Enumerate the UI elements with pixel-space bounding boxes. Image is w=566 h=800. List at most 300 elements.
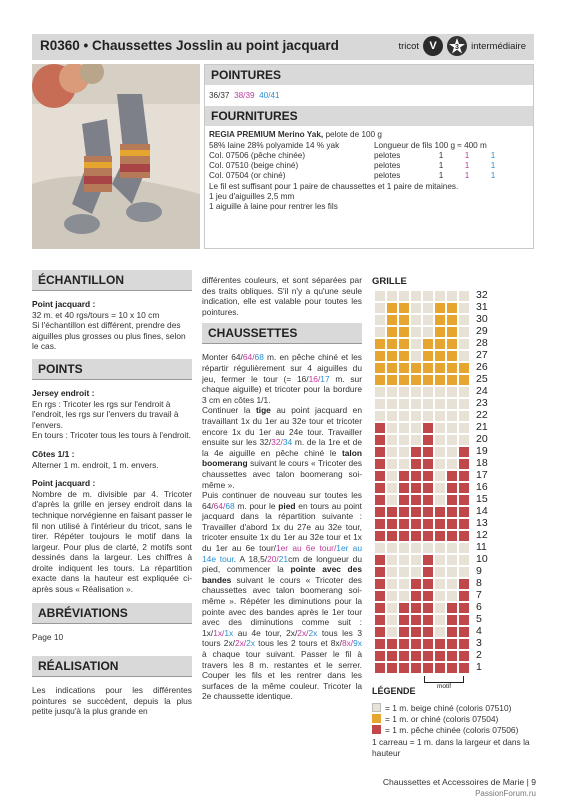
grid-cell bbox=[434, 518, 446, 530]
grid-cell bbox=[398, 326, 410, 338]
grid-cell bbox=[446, 434, 458, 446]
fournitures-heading: FOURNITURES bbox=[205, 106, 533, 126]
row-number: 22 bbox=[476, 409, 488, 421]
grid-cell bbox=[458, 626, 470, 638]
grid-cell bbox=[446, 410, 458, 422]
row-number: 5 bbox=[476, 613, 482, 625]
color-row: Col. 07504 (or chiné) pelotes 1 1 1 bbox=[209, 171, 496, 181]
grid-cell bbox=[374, 302, 386, 314]
grid-cell bbox=[458, 494, 470, 506]
row-number: 26 bbox=[476, 361, 488, 373]
grid-cell bbox=[410, 566, 422, 578]
grid-cell bbox=[458, 638, 470, 650]
grid-cell bbox=[410, 338, 422, 350]
grid-cell bbox=[410, 290, 422, 302]
grid-cell bbox=[446, 350, 458, 362]
grid-cell bbox=[446, 458, 458, 470]
grid-cell bbox=[410, 398, 422, 410]
row-number: 10 bbox=[476, 553, 488, 565]
grid-cell bbox=[446, 566, 458, 578]
row-number: 20 bbox=[476, 433, 488, 445]
grid-cell bbox=[374, 626, 386, 638]
grid-cell bbox=[458, 374, 470, 386]
title-bar bbox=[32, 34, 534, 60]
grid-cell bbox=[410, 638, 422, 650]
grid-cell bbox=[410, 614, 422, 626]
legend-item: = 1 m. beige chiné (coloris 07510) bbox=[372, 702, 547, 713]
grid-cell bbox=[446, 470, 458, 482]
grid-cell bbox=[434, 554, 446, 566]
grid-cell bbox=[374, 458, 386, 470]
grid-cell bbox=[374, 614, 386, 626]
grid-cell bbox=[446, 338, 458, 350]
grid-cell bbox=[410, 350, 422, 362]
size-3: 40/41 bbox=[259, 91, 280, 100]
grid-cell bbox=[386, 290, 398, 302]
beige-swatch bbox=[372, 703, 381, 712]
level-number: 3 bbox=[455, 44, 460, 51]
yarn-name: REGIA PREMIUM Merino Yak, bbox=[209, 130, 324, 140]
grid-cell bbox=[446, 482, 458, 494]
grid-cell bbox=[434, 314, 446, 326]
grid-cell bbox=[458, 302, 470, 314]
grid-cell bbox=[410, 578, 422, 590]
grid-cell bbox=[422, 410, 434, 422]
grid-cell bbox=[434, 566, 446, 578]
grid-cell bbox=[434, 434, 446, 446]
supplies-box bbox=[204, 64, 534, 249]
color-row: Col. 07506 (pêche chinée) pelotes 1 1 1 bbox=[209, 150, 496, 160]
grid-cell bbox=[458, 326, 470, 338]
grid-cell bbox=[410, 542, 422, 554]
grid-cell bbox=[434, 650, 446, 662]
grid-cell bbox=[434, 626, 446, 638]
grid-cell bbox=[374, 326, 386, 338]
row-number: 25 bbox=[476, 373, 488, 385]
grid-cell bbox=[446, 422, 458, 434]
grid-cell bbox=[410, 422, 422, 434]
grid-cell bbox=[374, 410, 386, 422]
grid-cell bbox=[446, 302, 458, 314]
grid-cell bbox=[458, 422, 470, 434]
grid-cell bbox=[446, 530, 458, 542]
grille-heading: GRILLE bbox=[372, 276, 407, 287]
grid-cell bbox=[410, 530, 422, 542]
note-1: Le fil est suffisant pour 1 paire de chaussettes et 1 paire de mitaines. bbox=[209, 181, 459, 191]
grid-cell bbox=[386, 662, 398, 674]
grid-cell bbox=[374, 530, 386, 542]
yarn-length: Longueur de fils 100 g ≈ 400 m bbox=[374, 140, 487, 150]
grid-cell bbox=[398, 506, 410, 518]
grid-cell bbox=[434, 398, 446, 410]
level-star-icon bbox=[447, 36, 467, 56]
grid-cell bbox=[446, 362, 458, 374]
grid-cell bbox=[398, 662, 410, 674]
middle-column bbox=[202, 275, 362, 702]
grid-cell bbox=[386, 386, 398, 398]
grid-cell bbox=[446, 374, 458, 386]
grid-cell bbox=[422, 542, 434, 554]
grid-cell bbox=[434, 638, 446, 650]
row-number: 9 bbox=[476, 565, 482, 577]
grid-cell bbox=[422, 290, 434, 302]
realisation-heading: RÉALISATION bbox=[32, 656, 192, 677]
grid-cell bbox=[374, 554, 386, 566]
grid-cell bbox=[398, 494, 410, 506]
grid-cell bbox=[398, 650, 410, 662]
grid-cell bbox=[458, 350, 470, 362]
pointures-heading: POINTURES bbox=[205, 65, 533, 85]
grid-cell bbox=[434, 410, 446, 422]
grid-cell bbox=[398, 542, 410, 554]
grid-cell bbox=[374, 386, 386, 398]
grid-cell bbox=[386, 410, 398, 422]
sizes-line bbox=[205, 85, 533, 106]
grid-cell bbox=[446, 494, 458, 506]
echantillon-label: Point jacquard : bbox=[32, 299, 96, 309]
grid-cell bbox=[386, 314, 398, 326]
grid-cell bbox=[458, 590, 470, 602]
grid-cell bbox=[398, 422, 410, 434]
grid-cell bbox=[374, 650, 386, 662]
grid-cell bbox=[446, 602, 458, 614]
instructions-p3: Puis continuer de nouveau sur toutes les 64/64/68 m. pour le pied en tours au point jacquard dans la répartition suivante : Travailler d'abord 1x du 27e au 32e tour, tricoter ensuite 1x du 1er au 32e tour et 1x du 1er au 6e tour/1er au 6e tour/1er au 14e tour. A 18,5/20/21cm de longueur du pied, commencer la pointe avec des bandes suivant le cours « Tricoter des chaussettes avec talon boomerang soi-même ». Répéter les diminutions pour la pointe avec des bandes après le 1er tour avec des diminutions comme suit : 1x/1x/1x au 4e tour, 2x/2x/2x tous les 3 tours 2x/2x/2x tous les 2 tours et 8x/8x/9x à chaque tour suivant. Passer le fil à travers les 8 m. restantes et le serrer. Couper les fils et les rentrer dans les surfaces de la même couleur. Tricoter la 2e chaussette identique. bbox=[202, 490, 363, 702]
grid-cell bbox=[434, 482, 446, 494]
grid-cell bbox=[458, 314, 470, 326]
jacquard-grid bbox=[374, 290, 470, 674]
grid-cell bbox=[458, 506, 470, 518]
grid-cell bbox=[374, 422, 386, 434]
grid-cell bbox=[434, 590, 446, 602]
grid-cell bbox=[398, 530, 410, 542]
row-number: 31 bbox=[476, 301, 488, 313]
grid-cell bbox=[386, 530, 398, 542]
grid-cell bbox=[434, 422, 446, 434]
grid-cell bbox=[374, 362, 386, 374]
grid-cell bbox=[410, 506, 422, 518]
peach-swatch bbox=[372, 725, 381, 734]
row-number: 7 bbox=[476, 589, 482, 601]
grid-cell bbox=[434, 302, 446, 314]
grid-cell bbox=[386, 458, 398, 470]
grid-cell bbox=[446, 554, 458, 566]
grid-cell bbox=[458, 338, 470, 350]
grid-cell bbox=[410, 386, 422, 398]
grid-cell bbox=[422, 650, 434, 662]
intro-text: différentes couleurs, et sont séparées par des traits obliques. S'il n'y a qu'une seule indication, elle est valable pour toutes les pointures. bbox=[202, 275, 362, 317]
grid-cell bbox=[386, 578, 398, 590]
grid-cell bbox=[446, 314, 458, 326]
grid-cell bbox=[410, 326, 422, 338]
grid-cell bbox=[458, 470, 470, 482]
motif-label: motif bbox=[437, 683, 452, 690]
grid-cell bbox=[374, 398, 386, 410]
grid-cell bbox=[434, 446, 446, 458]
row-number: 14 bbox=[476, 505, 488, 517]
motif-bracket bbox=[424, 676, 464, 683]
grid-cell bbox=[386, 302, 398, 314]
row-number: 17 bbox=[476, 469, 488, 481]
grid-cell bbox=[398, 374, 410, 386]
grid-cell bbox=[398, 410, 410, 422]
grid-cell bbox=[458, 446, 470, 458]
row-number: 23 bbox=[476, 397, 488, 409]
grid-cell bbox=[398, 614, 410, 626]
grid-cell bbox=[434, 494, 446, 506]
grid-cell bbox=[458, 434, 470, 446]
grid-cell bbox=[410, 362, 422, 374]
grid-cell bbox=[374, 314, 386, 326]
grid-cell bbox=[434, 374, 446, 386]
echantillon-body: Point jacquard : 32 m. et 40 rgs/tours = 10 x 10 cm Si l'échantillon est différent, prendre des aiguilles plus grosses ou plus fines, selon le cas. bbox=[32, 299, 186, 352]
grid-cell bbox=[446, 590, 458, 602]
grid-cell bbox=[410, 446, 422, 458]
grid-cell bbox=[398, 554, 410, 566]
row-number: 29 bbox=[476, 325, 488, 337]
grid-cell bbox=[386, 398, 398, 410]
realisation-text: Les indications pour les différentes pointures se succèdent, depuis la plus petite jusqu'à la plus grande en bbox=[32, 685, 192, 717]
grid-cell bbox=[386, 434, 398, 446]
grid-cell bbox=[386, 494, 398, 506]
grid-cell bbox=[398, 590, 410, 602]
grid-cell bbox=[410, 434, 422, 446]
grid-cell bbox=[410, 554, 422, 566]
size-1: 36/37 bbox=[209, 91, 230, 100]
legend bbox=[372, 702, 547, 758]
grid-cell bbox=[410, 302, 422, 314]
row-number: 8 bbox=[476, 577, 482, 589]
grid-cell bbox=[422, 386, 434, 398]
grid-cell bbox=[398, 386, 410, 398]
row-number: 32 bbox=[476, 289, 488, 301]
grid-cell bbox=[458, 602, 470, 614]
grid-cell bbox=[422, 590, 434, 602]
grid-cell bbox=[446, 650, 458, 662]
grid-cell bbox=[434, 614, 446, 626]
row-number: 11 bbox=[476, 541, 487, 553]
grid-cell bbox=[446, 506, 458, 518]
grid-cell bbox=[410, 314, 422, 326]
grid-cell bbox=[434, 362, 446, 374]
grid-cell bbox=[434, 662, 446, 674]
grid-cell bbox=[422, 662, 434, 674]
level-info bbox=[398, 36, 526, 56]
grid-cell bbox=[374, 494, 386, 506]
grid-cell bbox=[374, 290, 386, 302]
grid-cell bbox=[374, 542, 386, 554]
grid-cell bbox=[434, 530, 446, 542]
grid-cell bbox=[446, 446, 458, 458]
grid-cell bbox=[458, 290, 470, 302]
grid-cell bbox=[434, 458, 446, 470]
grid-cell bbox=[386, 470, 398, 482]
legend-item: = 1 m. or chiné (coloris 07504) bbox=[372, 713, 547, 724]
grid-cell bbox=[434, 350, 446, 362]
grid-cell bbox=[458, 398, 470, 410]
grid-cell bbox=[410, 482, 422, 494]
grid-cell bbox=[434, 602, 446, 614]
grid-cell bbox=[446, 386, 458, 398]
grid-cell bbox=[374, 566, 386, 578]
grid-cell bbox=[374, 590, 386, 602]
grid-cell bbox=[410, 650, 422, 662]
grid-cell bbox=[422, 506, 434, 518]
grid-cell bbox=[410, 590, 422, 602]
grid-cell bbox=[422, 566, 434, 578]
grid-cell bbox=[398, 482, 410, 494]
row-number: 21 bbox=[476, 421, 488, 433]
grid-cell bbox=[446, 518, 458, 530]
grid-cell bbox=[446, 662, 458, 674]
grid-cell bbox=[374, 638, 386, 650]
grid-cell bbox=[386, 326, 398, 338]
grid-cell bbox=[422, 362, 434, 374]
row-number: 27 bbox=[476, 349, 488, 361]
grid-cell bbox=[422, 626, 434, 638]
grid-cell bbox=[446, 542, 458, 554]
grid-cell bbox=[422, 374, 434, 386]
grid-cell bbox=[422, 314, 434, 326]
grid-cell bbox=[422, 398, 434, 410]
grid-cell bbox=[398, 302, 410, 314]
row-number: 15 bbox=[476, 493, 488, 505]
row-number: 2 bbox=[476, 649, 482, 661]
points-heading: POINTS bbox=[32, 359, 192, 380]
grid-cell bbox=[410, 494, 422, 506]
grid-cell bbox=[446, 326, 458, 338]
left-column bbox=[32, 270, 192, 717]
grid-cell bbox=[374, 446, 386, 458]
grid-cell bbox=[458, 614, 470, 626]
grid-cell bbox=[458, 410, 470, 422]
grid-cell bbox=[386, 554, 398, 566]
grid-cell bbox=[386, 518, 398, 530]
grid-cell bbox=[434, 470, 446, 482]
grid-cell bbox=[386, 482, 398, 494]
grid-cell bbox=[422, 326, 434, 338]
grid-cell bbox=[386, 350, 398, 362]
grid-cell bbox=[386, 338, 398, 350]
grid-cell bbox=[398, 458, 410, 470]
grid-cell bbox=[422, 470, 434, 482]
gold-swatch bbox=[372, 714, 381, 723]
grid-cell bbox=[398, 602, 410, 614]
grid-cell bbox=[422, 554, 434, 566]
grid-cell bbox=[434, 326, 446, 338]
row-number: 24 bbox=[476, 385, 488, 397]
grid-cell bbox=[398, 518, 410, 530]
grid-cell bbox=[374, 338, 386, 350]
row-number: 19 bbox=[476, 445, 488, 457]
grid-cell bbox=[386, 422, 398, 434]
grid-cell bbox=[386, 614, 398, 626]
grid-cell bbox=[386, 374, 398, 386]
grid-cell bbox=[398, 446, 410, 458]
grid-cell bbox=[422, 518, 434, 530]
grid-cell bbox=[458, 578, 470, 590]
grid-cell bbox=[398, 338, 410, 350]
grid-cell bbox=[422, 530, 434, 542]
grid-cell bbox=[422, 578, 434, 590]
grid-cell bbox=[458, 530, 470, 542]
grid-cell bbox=[434, 338, 446, 350]
grid-cell bbox=[458, 554, 470, 566]
grid-cell bbox=[434, 542, 446, 554]
grid-cell bbox=[398, 398, 410, 410]
grid-cell bbox=[398, 470, 410, 482]
technique-label: tricot bbox=[398, 40, 420, 52]
grid-cell bbox=[374, 374, 386, 386]
row-number: 12 bbox=[476, 529, 488, 541]
grid-cell bbox=[386, 602, 398, 614]
grid-cell bbox=[410, 662, 422, 674]
grid-cell bbox=[386, 506, 398, 518]
yarn-weight: pelote de 100 g bbox=[323, 130, 382, 140]
grid-cell bbox=[446, 614, 458, 626]
grid-cell bbox=[386, 590, 398, 602]
grid-cell bbox=[386, 446, 398, 458]
grid-cell bbox=[386, 638, 398, 650]
grid-cell bbox=[398, 566, 410, 578]
grid-cell bbox=[374, 470, 386, 482]
grid-cell bbox=[458, 386, 470, 398]
grid-cell bbox=[386, 542, 398, 554]
grid-cell bbox=[410, 602, 422, 614]
grid-cell bbox=[386, 566, 398, 578]
grid-cell bbox=[434, 290, 446, 302]
grid-cell bbox=[422, 614, 434, 626]
grid-cell bbox=[422, 494, 434, 506]
row-number: 13 bbox=[476, 517, 488, 529]
grid-cell bbox=[410, 518, 422, 530]
grid-cell bbox=[422, 338, 434, 350]
row-number: 4 bbox=[476, 625, 482, 637]
grid-cell bbox=[374, 578, 386, 590]
grid-cell bbox=[374, 518, 386, 530]
grid-cell bbox=[398, 362, 410, 374]
grid-cell bbox=[422, 482, 434, 494]
grid-cell bbox=[398, 626, 410, 638]
grid-cell bbox=[398, 290, 410, 302]
grid-cell bbox=[446, 398, 458, 410]
grid-cell bbox=[410, 410, 422, 422]
grid-cell bbox=[386, 650, 398, 662]
row-number: 28 bbox=[476, 337, 488, 349]
grid-cell bbox=[374, 506, 386, 518]
grid-cell bbox=[422, 434, 434, 446]
grid-cell bbox=[410, 374, 422, 386]
watermark: PassionForum.ru bbox=[475, 789, 536, 798]
instructions-p2: Continuer la tige au point jacquard en travaillant 1x du 1er au 32e tour et tricoter encore 1x du 1er au 24e tour. Travailler ensuite sur les 32/32/34 m. de la 1re et de la 4e aiguille en pêche chiné le talon boomerang suivant le cours « Tricoter des chaussettes avec talon boomerang soi-même ». bbox=[202, 405, 362, 490]
grid-cell bbox=[398, 434, 410, 446]
grid-cell bbox=[422, 422, 434, 434]
grid-cell bbox=[410, 458, 422, 470]
grid-cell bbox=[422, 350, 434, 362]
grid-cell bbox=[386, 362, 398, 374]
grid-cell bbox=[422, 602, 434, 614]
grid-cell bbox=[446, 290, 458, 302]
grid-cell bbox=[422, 458, 434, 470]
grid-cell bbox=[398, 314, 410, 326]
grid-cell bbox=[374, 350, 386, 362]
legend-note: 1 carreau = 1 m. dans la largeur et dans la hauteur bbox=[372, 737, 530, 758]
grid-cell bbox=[458, 458, 470, 470]
grid-cell bbox=[458, 482, 470, 494]
grid-cell bbox=[398, 578, 410, 590]
grid-cell bbox=[422, 302, 434, 314]
echantillon-heading: ÉCHANTILLON bbox=[32, 270, 192, 291]
grid-cell bbox=[458, 650, 470, 662]
